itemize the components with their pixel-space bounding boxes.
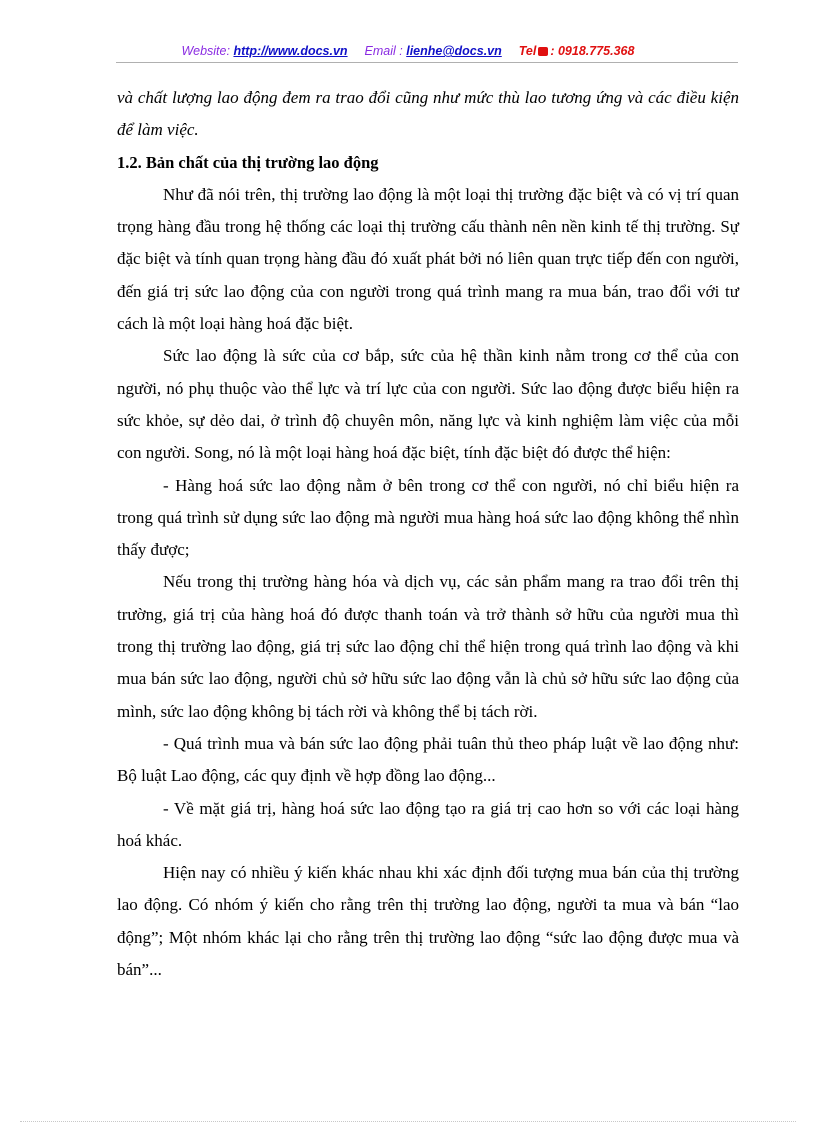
paragraph-bullet: - Hàng hoá sức lao động nằm ở bên trong cơ thể con người, nó chỉ biểu hiện ra trong quá trình sử dụng sức lao động mà người mua hàng hoá sức lao động không thể nhìn thấy được;: [117, 475, 739, 560]
paragraph-bullet: - Về mặt giá trị, hàng hoá sức lao động tạo ra giá trị cao hơn so với các loại hàng hoá khác.: [117, 798, 739, 850]
paragraph: Như đã nói trên, thị trường lao động là một loại thị trường đặc biệt và có vị trí quan trọng hàng đầu trong hệ thống các loại thị trường cấu thành nên nền kinh tế thị trường. Sự đặc biệt và tính quan trọng hàng đầu đó xuất phát bởi nó liên quan trực tiếp đến con người, đến giá trị sức lao động của con người trong quá trình mang ra mua bán, trao đổi với tư cách là một loại hàng hoá đặc biệt.: [117, 184, 739, 334]
page-header: [0, 44, 816, 58]
email-link[interactable]: lienhe@docs.vn: [406, 44, 502, 58]
paragraph-continuation: và chất lượng lao động đem ra trao đổi cũng như mức thù lao tương ứng và các điều kiện để làm việc.: [117, 88, 739, 140]
paragraph: Hiện nay có nhiều ý kiến khác nhau khi xác định đối tượng mua bán của thị trường lao động. Có nhóm ý kiến cho rằng trên thị trường lao động, người ta mua và bán “lao động”; Một nhóm khác lại cho rằng trên thị trường lao động “sức lao động được mua và bán”...: [117, 863, 739, 980]
footer-divider: [20, 1121, 796, 1122]
phone-icon: [538, 47, 548, 56]
website-label: Website:: [181, 44, 230, 58]
tel-value: : 0918.775.368: [550, 44, 635, 58]
paragraph-bullet: - Quá trình mua và bán sức lao động phải tuân thủ theo pháp luật về lao động như: Bộ luật Lao động, các quy định về hợp đồng lao động...: [117, 733, 739, 786]
document-body: [117, 82, 739, 986]
section-heading: 1.2. Bản chất của thị trường lao động: [117, 152, 379, 172]
email-label: Email :: [364, 44, 403, 58]
header-divider: [116, 62, 738, 63]
paragraph: Sức lao động là sức của cơ bắp, sức của hệ thần kinh nằm trong cơ thể của con người, nó phụ thuộc vào thể lực và trí lực của con người. Sức lao động được biểu hiện ra sức khỏe, sự dẻo dai, ở trình độ chuyên môn, năng lực và kinh nghiệm làm việc của mỗi con người. Song, nó là một loại hàng hoá đặc biệt, tính đặc biệt đó được thể hiện:: [117, 346, 739, 463]
website-link[interactable]: http://www.docs.vn: [233, 44, 348, 58]
tel-label: Tel: [518, 44, 537, 58]
paragraph: Nếu trong thị trường hàng hóa và dịch vụ, các sản phẩm mang ra trao đổi trên thị trường, giá trị của hàng hoá đó được thanh toán và trở thành sở hữu của người mua thì trong thị trường lao động, giá trị sức lao động chỉ thể hiện trong quá trình lao động và khi mua bán sức lao động, người chủ sở hữu sức lao động vẫn là chủ sở hữu sức lao động của mình, sức lao động không bị tách rời và không thể bị tách rời.: [117, 572, 739, 721]
